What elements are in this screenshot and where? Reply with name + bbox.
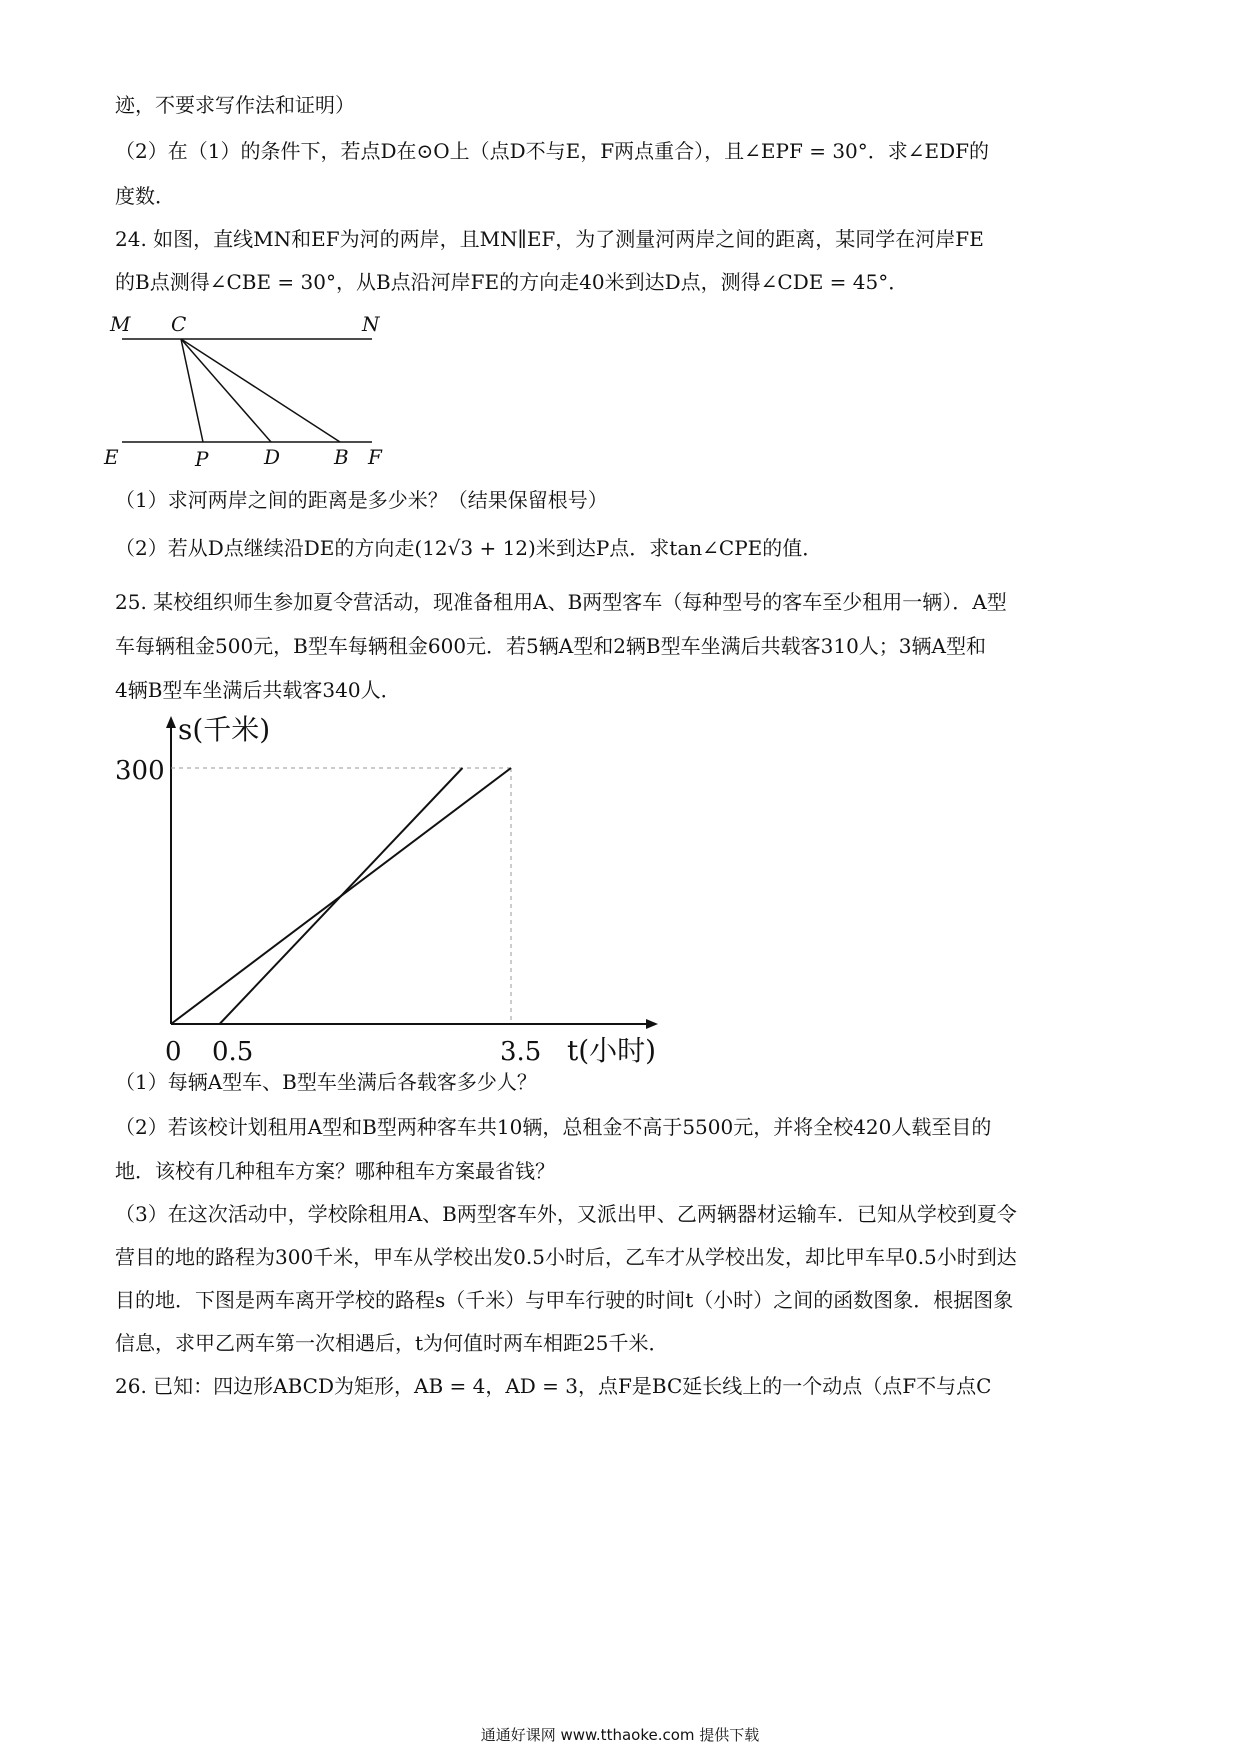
question-26-line-1: 26. 已知：四边形ABCD为矩形，AB = 4，AD = 3，点F是BC延长线上的一个动点（点F不与点C [115, 1374, 992, 1398]
label-e: E [104, 445, 119, 469]
y-axis-label: s(千米) [178, 713, 271, 746]
segment-cb [181, 339, 340, 442]
y-axis-arrow [166, 716, 176, 728]
segment-cp [181, 339, 203, 442]
question-25-part-3-line-3: 目的地．下图是两车离开学校的路程s（千米）与甲车行驶的时间t（小时）之间的函数图象．根据图象 [115, 1288, 1014, 1312]
segment-cd [181, 339, 271, 442]
river-figure [100, 300, 440, 500]
label-d: D [264, 445, 281, 469]
question-25-part-3-line-4: 信息，求甲乙两车第一次相遇后，t为何值时两车相距25千米． [115, 1331, 669, 1355]
question-25-part-3-line-1: （3）在这次活动中，学校除租用A、B两型客车外，又派出甲、乙两辆器材运输车．已知从学校到夏令 [115, 1202, 1017, 1226]
x-axis-label: t(小时) [567, 1034, 657, 1067]
label-p: P [195, 447, 209, 471]
label-n: N [362, 312, 380, 336]
question-25-part-3-line-2: 营目的地的路程为300千米，甲车从学校出发0.5小时后，乙车才从学校出发，却比甲车早0.5小时到达 [115, 1245, 1017, 1269]
question-25-line-2: 车每辆租金500元，B型车每辆租金600元．若5辆A型和2辆B型车坐满后共载客310人；3辆A型和 [115, 634, 986, 658]
label-f: F [368, 445, 382, 469]
question-25-part-2-line-1: （2）若该校计划租用A型和B型两种客车共10辆，总租金不高于5500元，并将全校420人载至目的 [115, 1115, 992, 1139]
label-m: M [110, 312, 131, 336]
question-24-line-1: 24. 如图，直线MN和EF为河的两岸，且MN∥EF，为了测量河两岸之间的距离，某同学在河岸FE [115, 227, 984, 251]
x-tick-3-5: 3.5 [500, 1037, 542, 1067]
distance-time-graph [0, 700, 700, 1090]
x-tick-0-5: 0.5 [212, 1037, 254, 1067]
question-25-line-1: 25. 某校组织师生参加夏令营活动，现准备租用A、B两型客车（每种型号的客车至少租用一辆）．A型 [115, 590, 1007, 614]
series-line-yi [220, 768, 463, 1024]
origin-label: 0 [165, 1037, 182, 1067]
y-tick-300: 300 [115, 756, 165, 786]
page-footer: 通通好课网 www.tthaoke.com 提供下载 [480, 1726, 760, 1744]
question-25-part-1: （1）每辆A型车、B型车坐满后各载客多少人？ [115, 1070, 537, 1094]
question-24-part-1: （1）求河两岸之间的距离是多少米？（结果保留根号） [115, 488, 608, 512]
question-24-part-2: （2）若从D点继续沿DE的方向走(12√3 + 12)米到达P点．求tan∠CPE的值． [115, 536, 823, 560]
question-25-part-2-line-2: 地．该校有几种租车方案？哪种租车方案最省钱？ [115, 1159, 555, 1183]
x-axis-arrow [646, 1019, 658, 1029]
label-b: B [334, 445, 349, 469]
label-c: C [171, 312, 187, 336]
text-line-3: 度数． [115, 184, 175, 208]
question-25-line-3: 4辆B型车坐满后共载客340人． [115, 678, 401, 702]
question-24-line-2: 的B点测得∠CBE = 30°，从B点沿河岸FE的方向走40米到达D点，测得∠CDE = 45°． [115, 270, 909, 294]
text-line-2: （2）在（1）的条件下，若点D在⊙O上（点D不与E，F两点重合），且∠EPF = 30°．求∠EDF的 [115, 139, 990, 163]
text-line-1: 迹，不要求写作法和证明） [115, 93, 355, 117]
